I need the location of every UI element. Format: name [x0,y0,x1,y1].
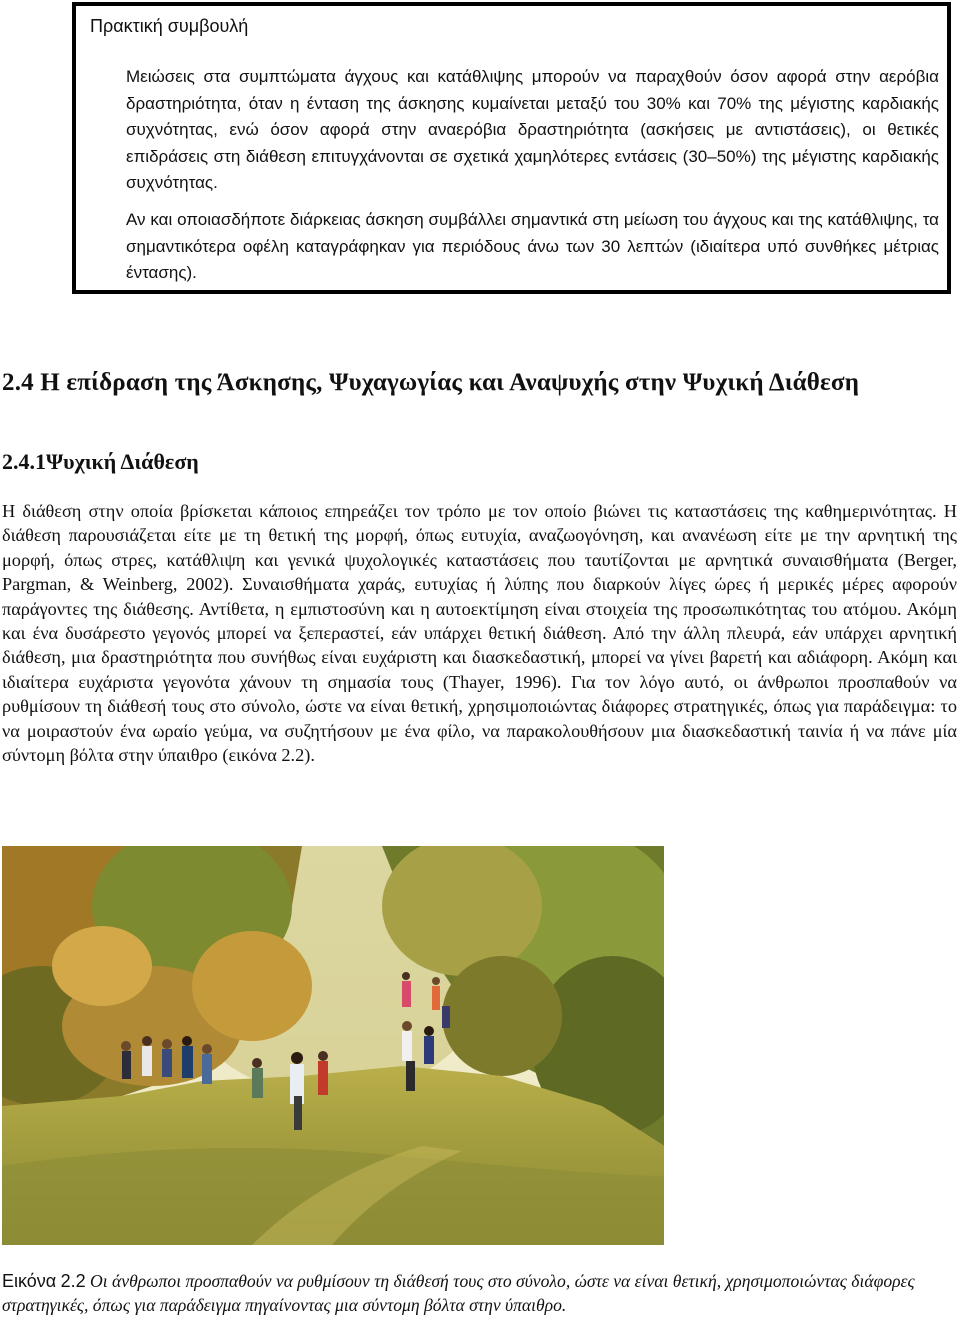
forest-hike-illustration [2,846,664,1245]
figure-number: 2.2 [60,1271,86,1291]
practical-tip-box [72,2,951,294]
tip-box-title: Πρακτική συμβουλή [90,16,249,36]
figure-caption [2,1269,957,1317]
figure-label: Εικόνα [2,1271,57,1291]
hiking-group-photo [2,846,664,1245]
mood-body-paragraph: Η διάθεση στην οποία βρίσκεται κάποιος επηρεάζει τον τρόπο με τον οποίο βιώνει τις καταστάσεις της καθημερινότητας. Η διάθεση παρουσιάζεται είτε με τη θετική της μορφή, όπως ευτυχία, αναζωογόνηση, και ανανέωση είτε με την αρνητική της μορφή, όπως στρες, κατάθλιψη και γενικά ψυχολογικές καταστάσεις που ταυτίζονται με αρνητικά συναισθήματα (Berger, Pargman, & Weinberg, 2002). Συναισθήματα χαράς, ευτυχίας ή λύπης που διαρκούν λίγες ώρες ή μερικές μέρες αφορούν παράγοντες της διάθεσης. Αντίθετα, η εμπιστοσύνη και η αυτοεκτίμηση είναι στοιχεία της προσωπικότητας του ατόμου. Ακόμη και ένα δυσάρεστο γεγονός μπορεί να ξεπεραστεί, εάν υπάρχει θετική διάθεση. Από την άλλη πλευρά, εάν υπάρχει αρνητική διάθεση, μια δραστηριότητα που συνήθως είναι ευχάριστη και διασκεδαστική, μπορεί να γίνει βαρετή και αδιάφορη. Ακόμη και ιδιαίτερα ευχάριστα γεγονότα χάνουν τη σημασία τους (Thayer, 1996). Για τον λόγο αυτό, οι άνθρωποι προσπαθούν να ρυθμίσουν τη διάθεσή τους στο σύνολο, ώστε να είναι θετική, χρησιμοποιώντας διάφορες στρατηγικές, όπως για παράδειγμα: το να μοιραστούν ένα ωραίο γεύμα, να συζητήσουν με ένα φίλο, να παρακολουθήσουν μια διασκεδαστική ταινία ή να πάνε μία σύντομη βόλτα στην ύπαιθρο (εικόνα 2.2). [2,501,957,766]
tip-paragraph-duration: Αν και οποιασδήποτε διάρκειας άσκηση συμβάλλει σημαντικά στη μείωση του άγχους και της κατάθλιψης, τα σημαντικότερα οφέλη καταγράφηκαν για περιόδους άνω των 30 λεπτών (ιδιαίτερα υπό συνθήκες μέτριας έντασης). [126,210,939,282]
subsection-heading: 2.4.1Ψυχική Διάθεση [2,449,199,474]
section-heading: 2.4 Η επίδραση της Άσκησης, Ψυχαγωγίας και Αναψυχής στην Ψυχική Διάθεση [2,369,860,396]
figure-caption-text: Οι άνθρωποι προσπαθούν να ρυθμίσουν τη διάθεσή τους στο σύνολο, ώστε να είναι θετική, χρησιμοποιώντας διάφορες στρατηγικές, όπως για παράδειγμα πηγαίνοντας μια σύντομη βόλτα στην ύπαιθρο. [2,1271,915,1315]
tip-paragraph-intensity: Μειώσεις στα συμπτώματα άγχους και κατάθλιψης μπορούν να παραχθούν όσον αφορά στην αερόβια δραστηριότητα, όταν η ένταση της άσκησης κυμαίνεται μεταξύ του 30% και 70% της μέγιστης καρδιακής συχνότητας, ενώ όσον αφορά στην αναερόβια δραστηριότητα (ασκήσεις με αντιστάσεις), οι θετικές επιδράσεις στη διάθεση επιτυγχάνονται σε σχετικά χαμηλότερες εντάσεις (30–50%) της μέγιστης καρδιακής συχνότητας. [126,67,939,192]
